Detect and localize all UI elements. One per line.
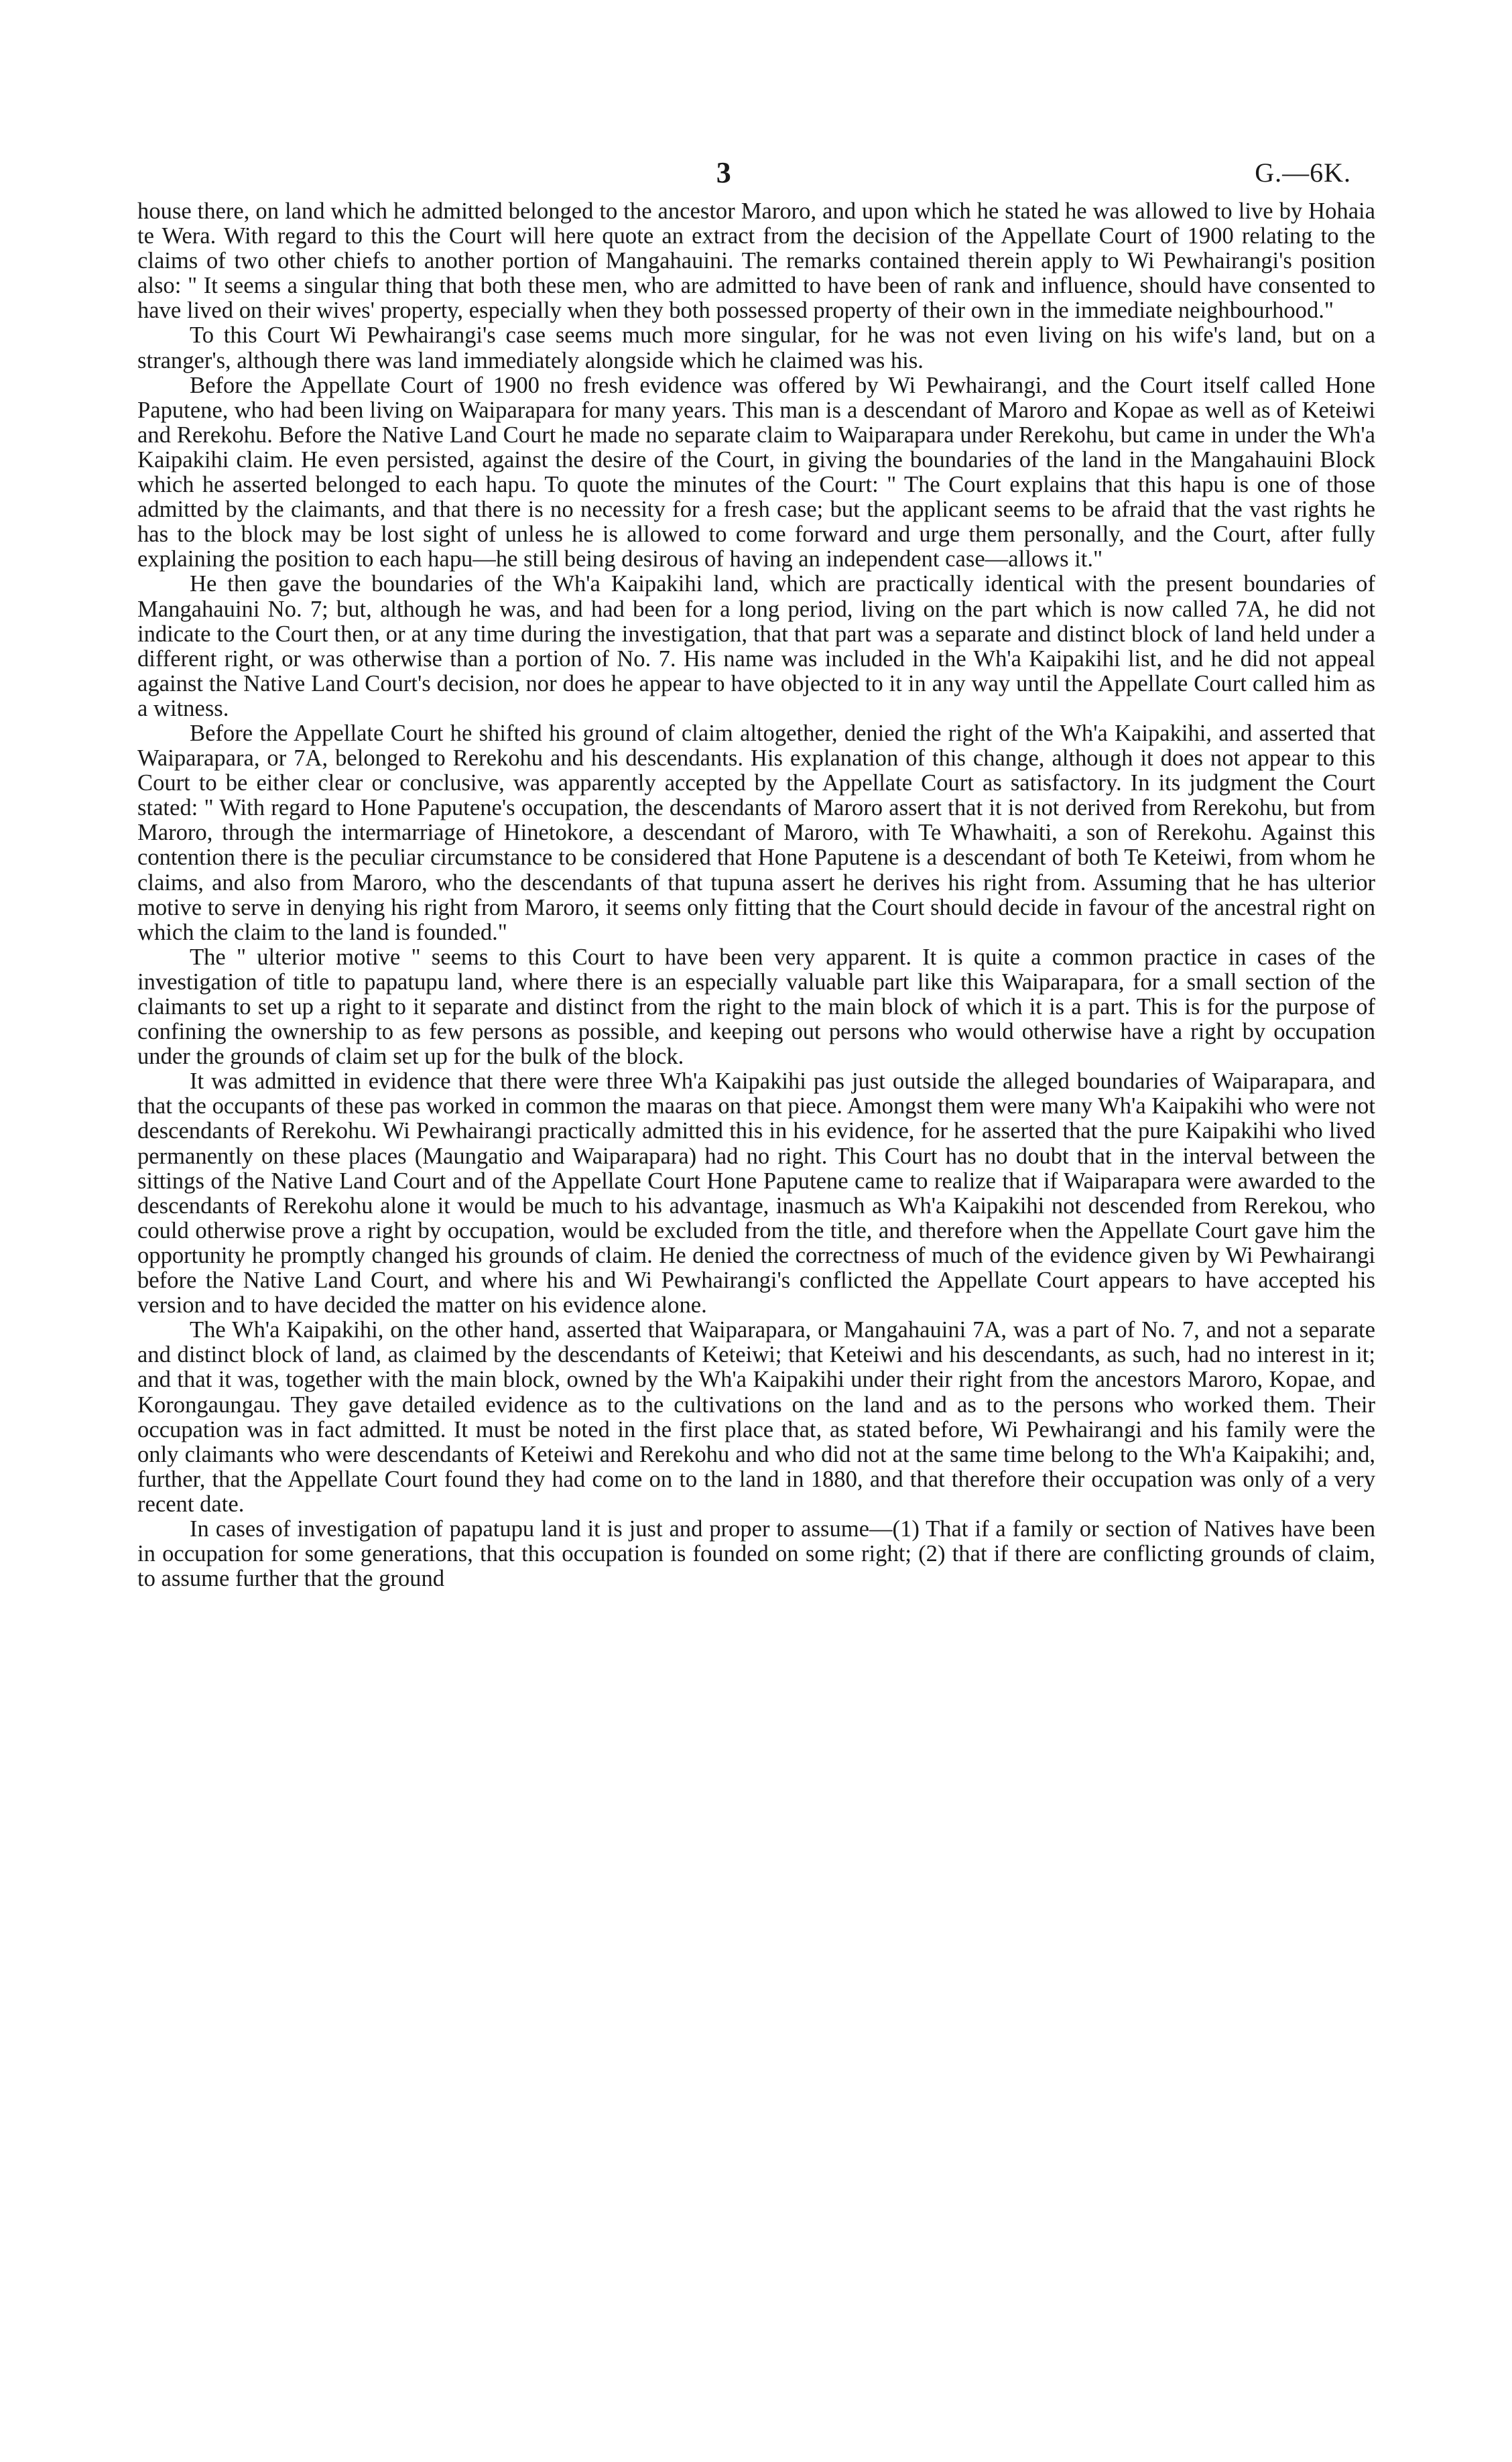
paragraph: The " ulterior motive " seems to this Court to have been very apparent. It is quite a common practice in cases of the investigation of title to papatupu land, where there is an especially valuable part like this Waiparapara, for a small section of the claimants to set up a right to it separate and distinct from the right to the main block of which it is a part. This is for the purpose of confining the ownership to as few persons as possible, and keeping out persons who would otherwise have a right by occupation under the grounds of claim set up for the bulk of the block. <box>137 944 1375 1070</box>
paragraph: It was admitted in evidence that there were three Wh'a Kaipakihi pas just outside the alleged boundaries of Waiparapara, and that the occupants of these pas worked in common the maaras on that piece. Amongst them were many Wh'a Kaipakihi who were not descendants of Rerekohu. Wi Pewhairangi practically admitted this in his evidence, for he asserted that the pure Kaipakihi who lived permanently on these places (Maungatio and Waiparapara) had no right. This Court has no doubt that in the interval between the sittings of the Native Land Court and of the Appellate Court Hone Paputene came to realize that if Waiparapara were awarded to the descendants of Rerekohu alone it would be much to his advantage, inasmuch as Wh'a Kaipakihi not descended from Rerekou, who could otherwise prove a right by occupation, would be excluded from the title, and therefore when the Appellate Court gave him the opportunity he promptly changed his grounds of claim. He denied the correctness of much of the evidence given by Wi Pewhairangi before the Native Land Court, and where his and Wi Pewhairangi's conflicted the Appellate Court appears to have accepted his version and to have decided the matter on his evidence alone. <box>137 1068 1375 1318</box>
page-number: 3 <box>716 156 732 189</box>
body-text <box>137 199 1375 1591</box>
paragraph: The Wh'a Kaipakihi, on the other hand, asserted that Waiparapara, or Mangahauini 7A, was a part of No. 7, and not a separate and distinct block of land, as claimed by the descendants of Keteiwi; that Keteiwi and his descendants, as such, had no interest in it; and that it was, together with the main block, owned by the Wh'a Kaipakihi under their right from the ancestors Maroro, Kopae, and Korongaungau. They gave detailed evidence as to the cultivations on the land and as to the persons who worked them. Their occupation was in fact admitted. It must be noted in the first place that, as stated before, Wi Pewhairangi and his family were the only claimants who were descendants of Keteiwi and Rerekohu and who did not at the same time belong to the Wh'a Kaipakihi; and, further, that the Appellate Court found they had come on to the land in 1880, and that therefore their occupation was only of a very recent date. <box>137 1317 1375 1517</box>
paragraph: To this Court Wi Pewhairangi's case seems much more singular, for he was not even living on his wife's land, but on a stranger's, although there was land immediately alongside which he claimed was his. <box>137 322 1375 373</box>
paragraph: Before the Appellate Court he shifted his ground of claim altogether, denied the right of the Wh'a Kaipakihi, and asserted that Waiparapara, or 7A, belonged to Rerekohu and his descendants. His explanation of this change, although it does not appear to this Court to be either clear or conclusive, was apparently accepted by the Appellate Court as satisfactory. In its judgment the Court stated: " With regard to Hone Paputene's occupation, the descendants of Maroro assert that it is not derived from Rerekohu, but from Maroro, through the intermarriage of Hinetokore, a descendant of Maroro, with Te Whawhaiti, a son of Rerekohu. Against this contention there is the peculiar circumstance to be considered that Hone Paputene is a descendant of both Te Keteiwi, from whom he claims, and also from Maroro, who the descendants of that tupuna assert he derives his right from. Assuming that he has ulterior motive to serve in denying his right from Maroro, it seems only fitting that the Court should decide in favour of the ancestral right on which the claim to the land is founded." <box>137 720 1375 945</box>
paragraph: house there, on land which he admitted belonged to the ancestor Maroro, and upon which he stated he was allowed to live by Hohaia te Wera. With regard to this the Court will here quote an extract from the decision of the Appellate Court of 1900 relating to the claims of two other chiefs to another portion of Mangahauini. The remarks contained therein apply to Wi Pewhairangi's position also: " It seems a singular thing that both these men, who are admitted to have been of rank and influence, should have consented to have lived on their wives' property, especially when they both possessed property of their own in the immediate neighbourhood." <box>137 198 1375 324</box>
paragraph: In cases of investigation of papatupu land it is just and proper to assume—(1) That if a family or section of Natives have been in occupation for some generations, that this occupation is founded on some right; (2) that if there are conflicting grounds of claim, to assume further that the ground <box>137 1516 1375 1592</box>
paragraph: Before the Appellate Court of 1900 no fresh evidence was offered by Wi Pewhairangi, and the Court itself called Hone Paputene, who had been living on Waiparapara for many years. This man is a descendant of Maroro and Kopae as well as of Keteiwi and Rerekohu. Before the Native Land Court he made no separate claim to Waiparapara under Rerekohu, but came in under the Wh'a Kaipakihi claim. He even persisted, against the desire of the Court, in giving the boundaries of the land in the Mangahauini Block which he asserted belonged to each hapu. To quote the minutes of the Court: " The Court explains that this hapu is one of those admitted by the claimants, and that there is no necessity for a fresh case; but the applicant seems to be afraid that the vast rights he has to the block may be lost sight of unless he is allowed to come forward and urge them personally, and the Court, after fully explaining the position to each hapu—he still being desirous of having an independent case—allows it." <box>137 372 1375 572</box>
document-reference: G.—6K. <box>1255 158 1351 188</box>
paragraph: He then gave the boundaries of the Wh'a Kaipakihi land, which are practically identical with the present boundaries of Mangahauini No. 7; but, although he was, and had been for a long period, living on the part which is now called 7A, he did not indicate to the Court then, or at any time during the investigation, that that part was a separate and distinct block of land held under a different right, or was otherwise than a portion of No. 7. His name was included in the Wh'a Kaipakihi list, and he did not appeal against the Native Land Court's decision, nor does he appear to have objected to it in any way until the Appellate Court called him as a witness. <box>137 571 1375 721</box>
